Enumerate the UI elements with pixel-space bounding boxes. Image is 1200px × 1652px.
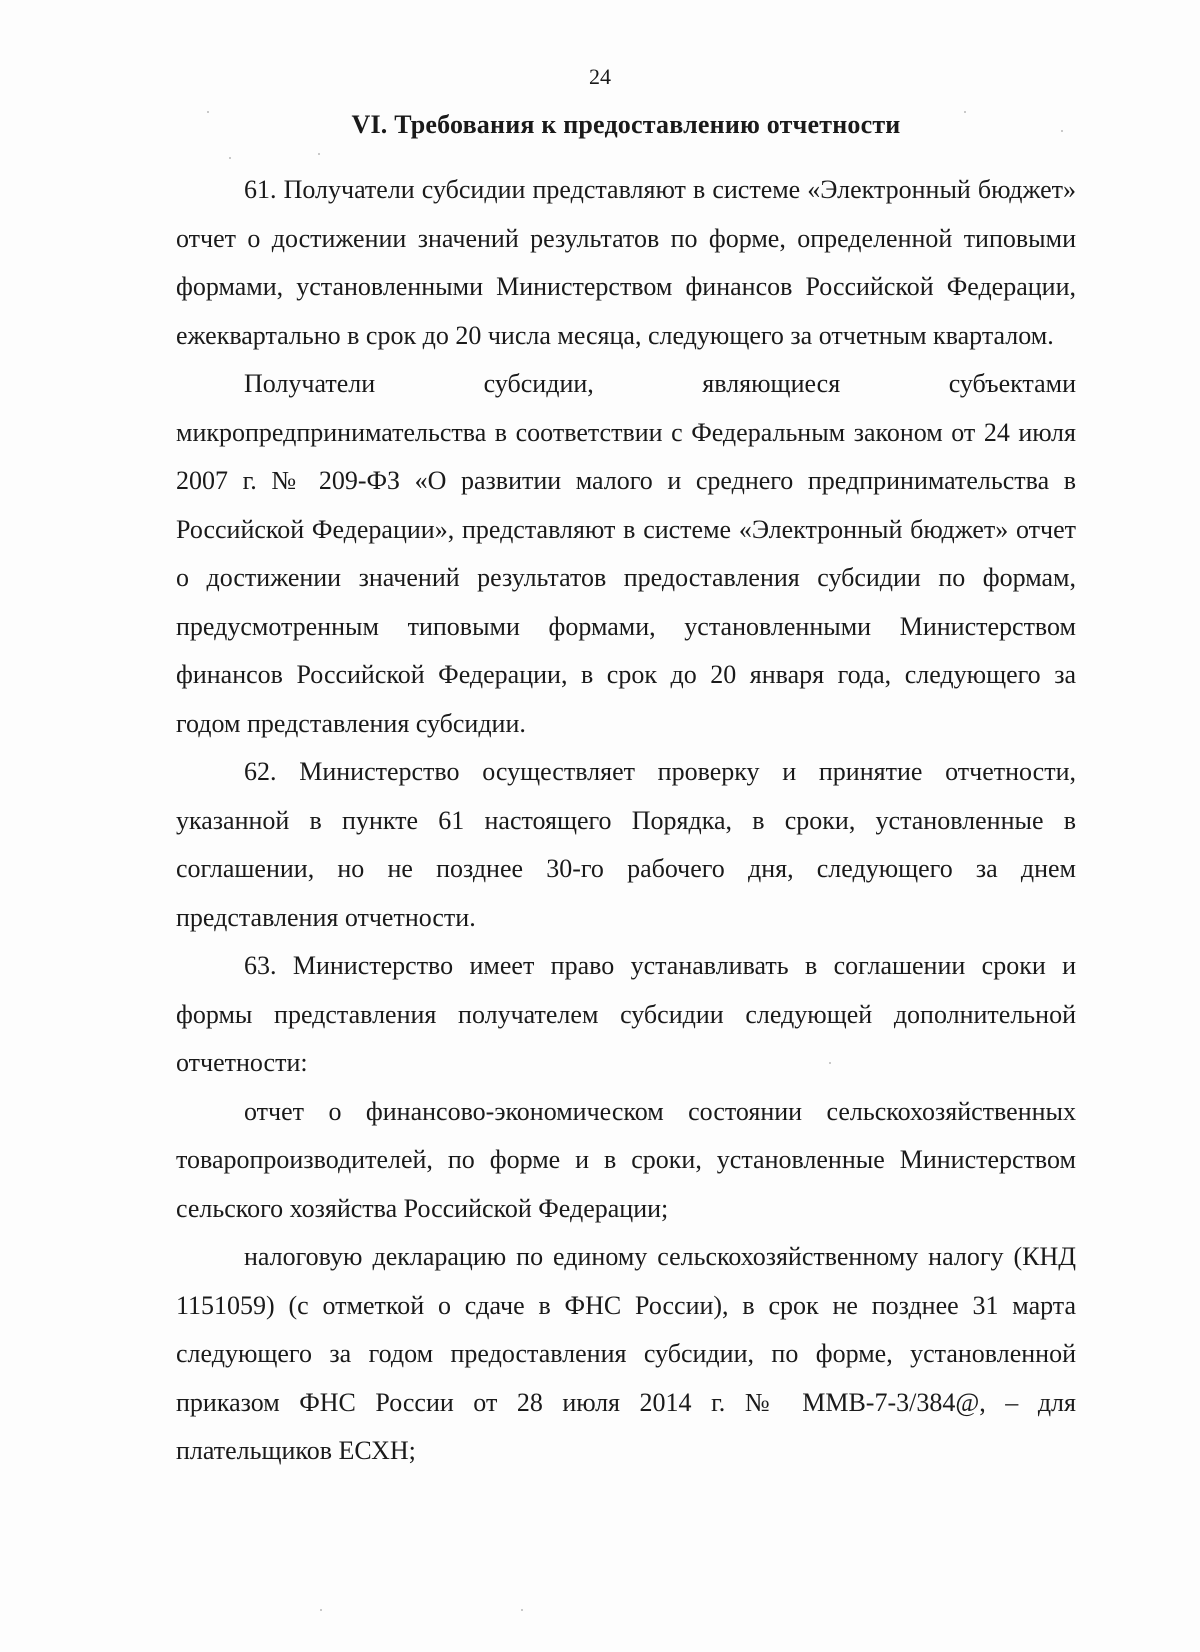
section-heading: VI. Требования к предоставлению отчетности	[351, 110, 901, 139]
scan-speck	[207, 111, 209, 113]
scan-speck	[521, 1609, 523, 1611]
scan-speck	[229, 157, 231, 159]
scan-speck	[829, 1062, 831, 1064]
paragraph-61-micro: Получатели субсидии, являющиеся субъектами микропредпринимательства в соответствии с Федеральным законом от 24 июля 2007 г. № 209-ФЗ «О развитии малого и среднего предпринимательства в Российской Федерации», представляют в системе «Электронный бюджет» отчет о достижении значений результатов предоставления субсидии по формам, предусмотренным типовыми формами, установленными Министерством финансов Российской Федерации, в срок до 20 января года, следующего за годом представления субсидии.	[176, 369, 1076, 738]
scan-speck	[964, 111, 966, 113]
paragraph-63-item-tax-declaration: налоговую декларацию по единому сельскохозяйственному налогу (КНД 1151059) (с отметкой о сдаче в ФНС России), в срок не позднее 31 марта следующего за годом предоставления субсидии, по форме, установленной приказом ФНС России от 28 июля 2014 г. № ММВ-7-3/384@, – для плательщиков ЕСХН;	[176, 1242, 1076, 1465]
scan-speck	[320, 1609, 322, 1611]
paragraph-62: 62. Министерство осуществляет проверку и принятие отчетности, указанной в пункте 61 настоящего Порядка, в сроки, установленные в соглашении, но не позднее 30-го рабочего дня, следующего за днем представления отчетности.	[176, 757, 1076, 932]
scan-speck	[318, 153, 320, 155]
document-body	[176, 166, 1076, 1476]
scan-speck	[1061, 130, 1063, 132]
page-number: 24	[589, 64, 611, 89]
paragraph-61: 61. Получатели субсидии представляют в системе «Электронный бюджет» отчет о достижении значений результатов по форме, определенной типовыми формами, установленными Министерством финансов Российской Федерации, ежеквартально в срок до 20 числа месяца, следующего за отчетным кварталом.	[176, 175, 1076, 350]
paragraph-63-item-financial-report: отчет о финансово-экономическом состоянии сельскохозяйственных товаропроизводителей, по форме и в сроки, установленные Министерством сельского хозяйства Российской Федерации;	[176, 1096, 1076, 1223]
paragraph-63: 63. Министерство имеет право устанавливать в соглашении сроки и формы представления получателем субсидии следующей дополнительной отчетности:	[176, 951, 1076, 1077]
